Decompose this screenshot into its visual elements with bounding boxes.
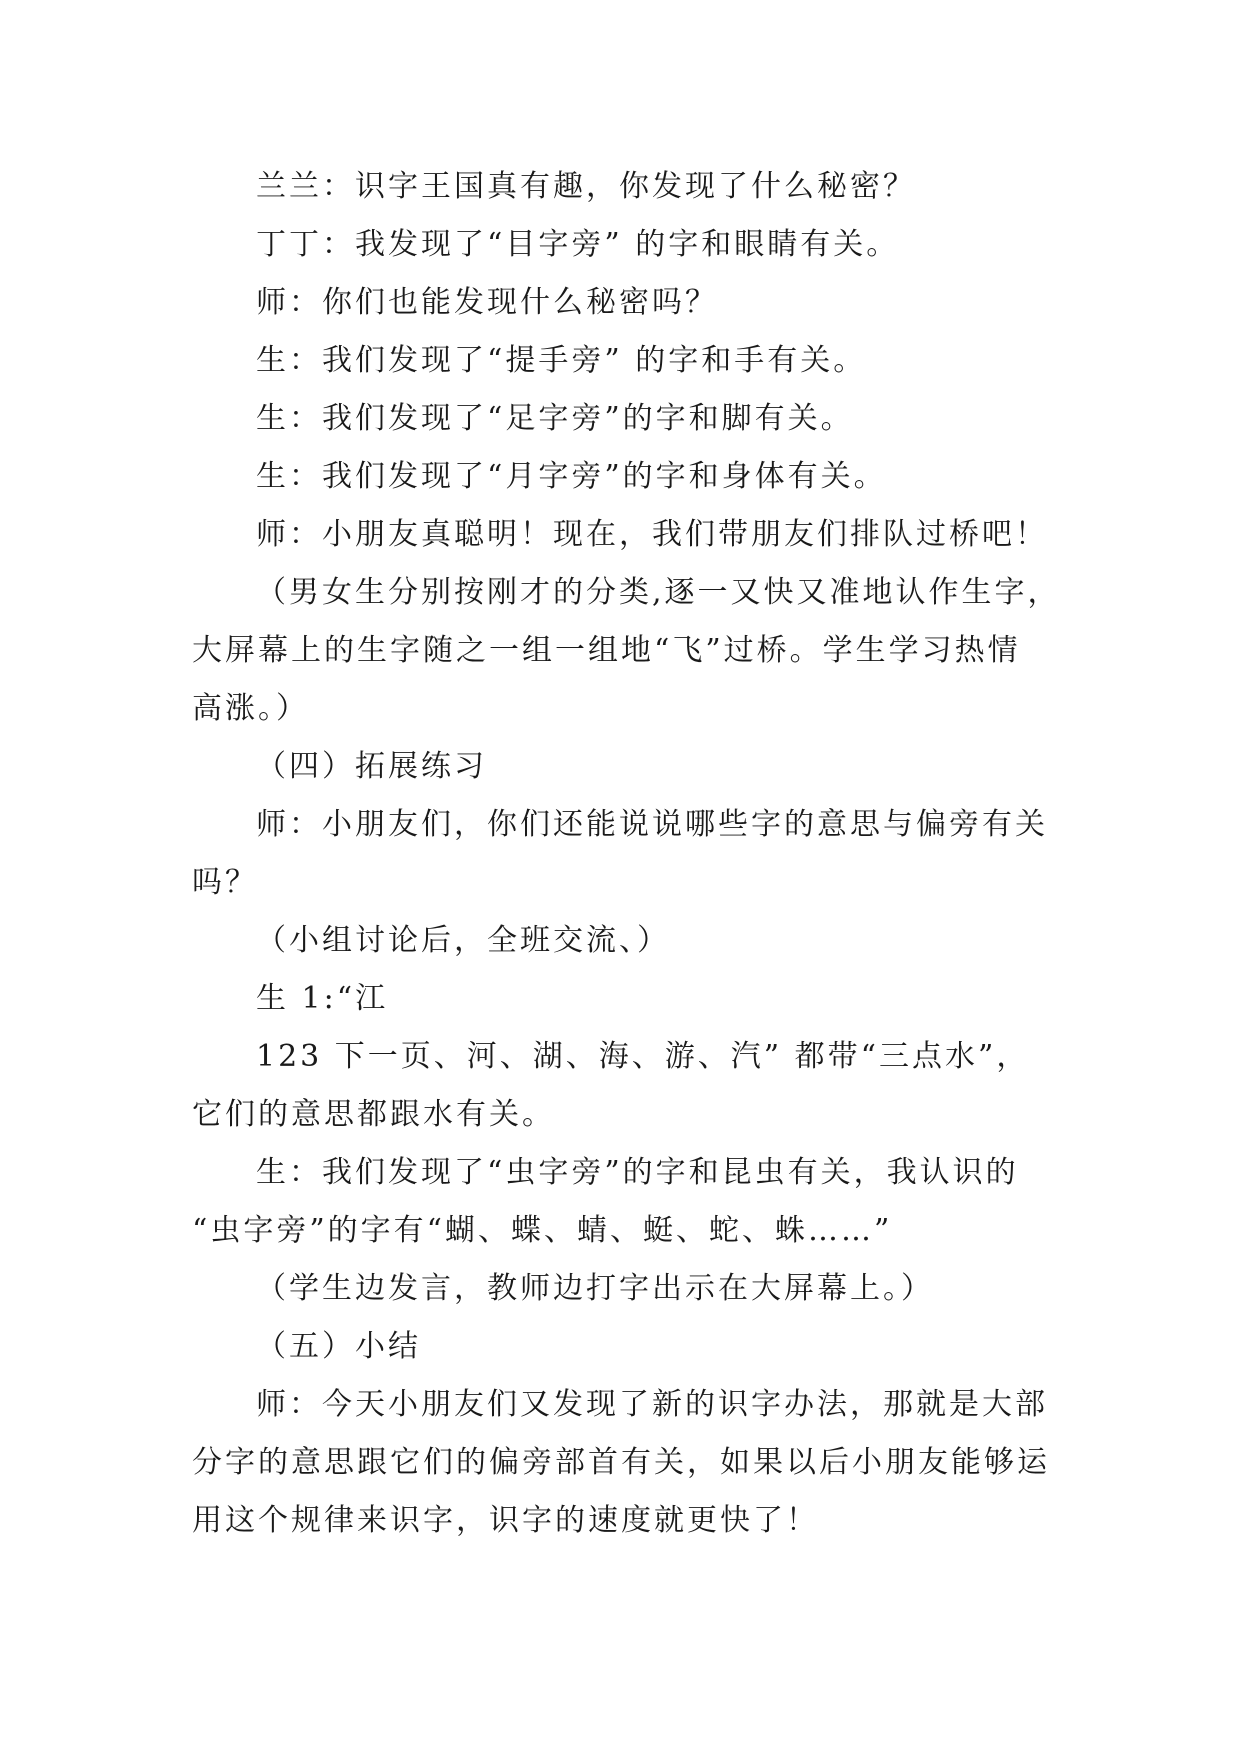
paragraph — [192, 448, 1072, 506]
paragraph — [192, 1260, 1072, 1318]
text-line: （小组讨论后，全班交流、） — [256, 923, 670, 958]
paragraph — [192, 1028, 1072, 1144]
paragraph — [192, 970, 1072, 1028]
text-line: 生：我们发现了“提手旁” 的字和手有关。 — [256, 343, 867, 378]
text-line: “虫字旁”的字有“蝴、蝶、蜻、蜓、蛇、蛛……” — [192, 1213, 893, 1248]
document-body — [192, 158, 1072, 1550]
text-line: （学生边发言，教师边打字出示在大屏幕上。） — [256, 1271, 934, 1306]
text-line: 丁丁：我发现了“目字旁” 的字和眼睛有关。 — [256, 227, 900, 262]
paragraph — [192, 390, 1072, 448]
section-heading — [192, 738, 1072, 796]
text-line: 师：今天小朋友们又发现了新的识字办法，那就是大部 — [256, 1387, 1048, 1422]
text-line: 生 1:“江 — [256, 981, 389, 1016]
paragraph — [192, 274, 1072, 332]
text-line: 兰兰：识字王国真有趣，你发现了什么秘密？ — [256, 169, 916, 204]
text-line: 师：你们也能发现什么秘密吗？ — [256, 285, 718, 320]
paragraph — [192, 1376, 1072, 1550]
text-line: 生：我们发现了“足字旁”的字和脚有关。 — [256, 401, 854, 436]
paragraph — [192, 912, 1072, 970]
text-line: 123 下一页、河、湖、海、游、汽” 都带“三点水”， — [256, 1039, 1030, 1074]
paragraph — [192, 216, 1072, 274]
text-line: 生：我们发现了“月字旁”的字和身体有关。 — [256, 459, 887, 494]
text-line: 大屏幕上的生字随之一组一组地“飞”过桥。学生学习热情 — [192, 633, 1021, 668]
text-line: 它们的意思都跟水有关。 — [192, 1097, 555, 1132]
text-line: 用这个规律来识字，识字的速度就更快了！ — [192, 1503, 819, 1538]
paragraph — [192, 564, 1072, 738]
text-line: 高涨。） — [192, 691, 309, 726]
paragraph — [192, 1144, 1072, 1260]
paragraph — [192, 796, 1072, 912]
section-heading — [192, 1318, 1072, 1376]
text-line: （四）拓展练习 — [256, 749, 487, 784]
text-line: （五）小结 — [256, 1329, 421, 1364]
text-line: 吗？ — [192, 865, 258, 900]
text-line: 分字的意思跟它们的偏旁部首有关，如果以后小朋友能够运 — [192, 1445, 1050, 1480]
text-line: 生：我们发现了“虫字旁”的字和昆虫有关，我认识的 — [256, 1155, 1019, 1190]
paragraph — [192, 332, 1072, 390]
paragraph — [192, 506, 1072, 564]
text-line: 师：小朋友真聪明！现在，我们带朋友们排队过桥吧！ — [256, 517, 1048, 552]
paragraph — [192, 158, 1072, 216]
text-line: （男女生分别按刚才的分类,逐一又快又准地认作生字， — [256, 575, 1061, 610]
text-line: 师：小朋友们，你们还能说说哪些字的意思与偏旁有关 — [256, 807, 1048, 842]
